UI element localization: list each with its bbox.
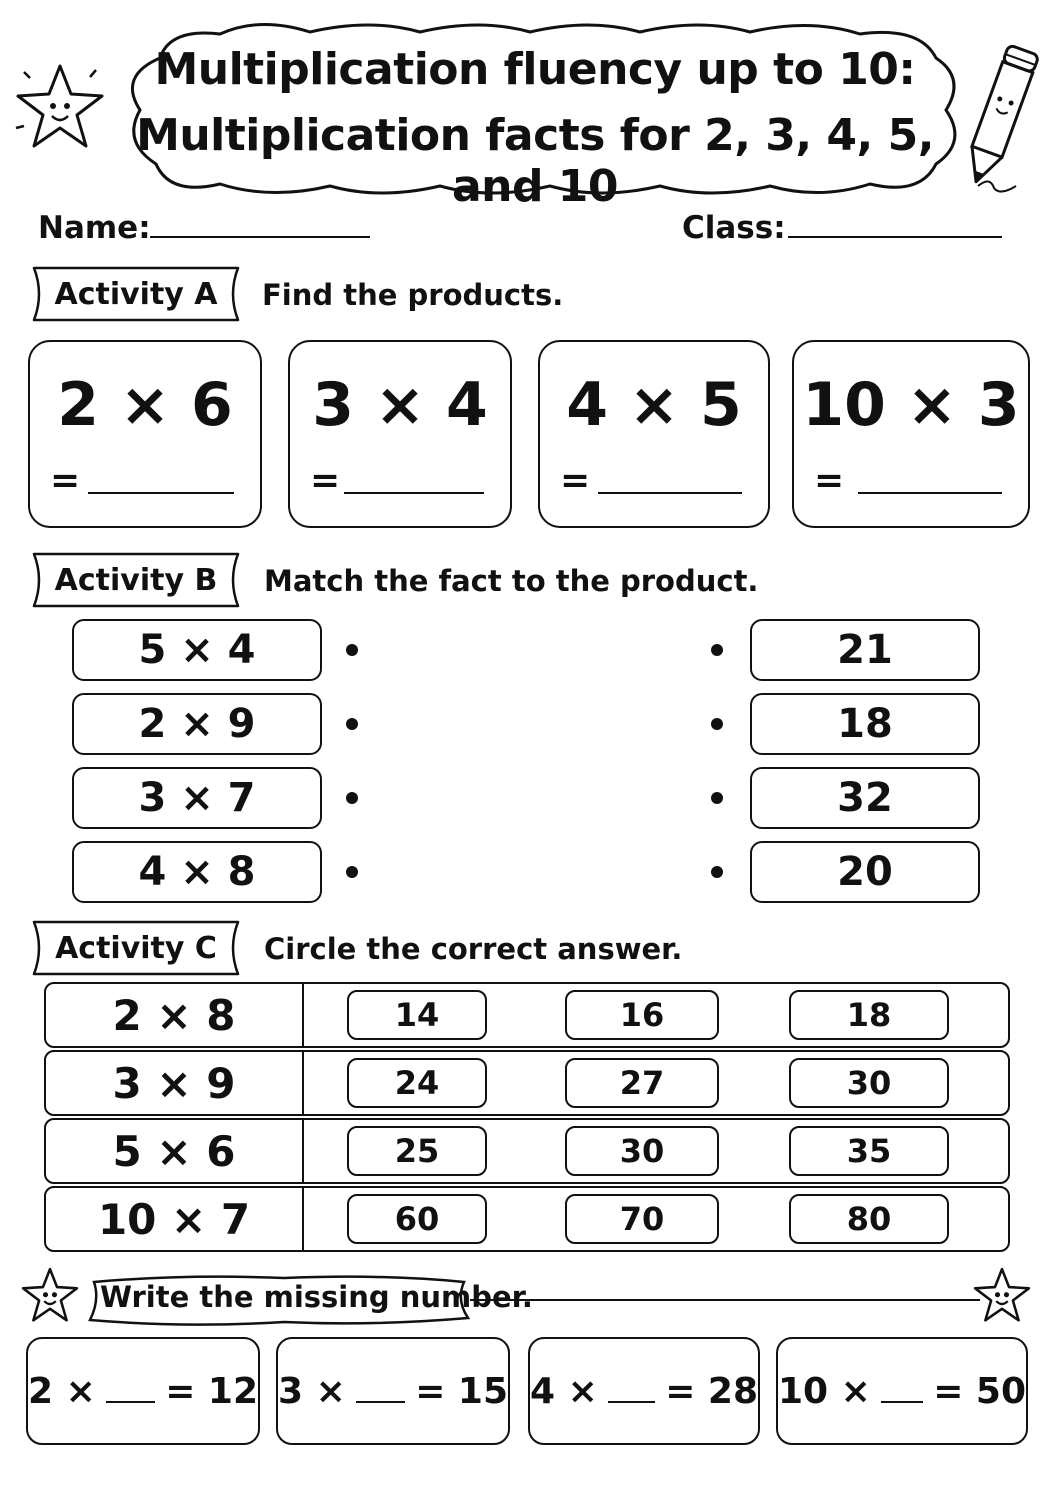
missing-blank[interactable]	[106, 1379, 155, 1403]
missing-number-card	[26, 1337, 260, 1445]
answer-option[interactable]: 30	[789, 1058, 949, 1108]
match-dot-left[interactable]	[346, 792, 358, 804]
match-dot-right[interactable]	[711, 718, 723, 730]
page-title-line-2: Multiplication facts for 2, 3, 4, 5, and 10	[136, 110, 934, 212]
missing-left: 10 ×	[778, 1370, 871, 1412]
match-dot-left[interactable]	[346, 644, 358, 656]
answer-blank[interactable]	[858, 492, 1002, 494]
product-card	[28, 340, 262, 528]
equals-sign: =	[310, 460, 341, 501]
answer-option[interactable]: 27	[565, 1058, 719, 1108]
answer-option[interactable]: 16	[565, 990, 719, 1040]
answer-blank[interactable]	[344, 492, 484, 494]
answer-option[interactable]: 24	[347, 1058, 487, 1108]
activity-b-instruction: Match the fact to the product.	[264, 564, 759, 598]
activity-a-label: Activity A	[54, 276, 218, 312]
missing-number-instruction: Write the missing number.	[100, 1280, 533, 1314]
page-title-line-1: Multiplication fluency up to 10:	[154, 44, 916, 95]
answer-option[interactable]: 60	[347, 1194, 487, 1244]
missing-left: 4 ×	[530, 1370, 598, 1412]
name-field[interactable]	[150, 236, 370, 238]
missing-number-card	[276, 1337, 510, 1445]
choice-fact: 10 × 7	[46, 1188, 304, 1250]
activity-b-label: Activity B	[54, 562, 218, 598]
choice-fact: 2 × 8	[46, 984, 304, 1046]
smiling-star-icon	[18, 1264, 82, 1328]
choice-fact: 3 × 9	[46, 1052, 304, 1114]
answer-option[interactable]: 70	[565, 1194, 719, 1244]
divider	[470, 1299, 980, 1301]
answer-option[interactable]: 18	[789, 990, 949, 1040]
product-problem: 10 × 3	[802, 370, 1020, 440]
table-row	[44, 982, 1010, 1048]
smiling-star-icon	[970, 1264, 1034, 1328]
smiling-star-icon	[10, 58, 110, 158]
match-dot-left[interactable]	[346, 866, 358, 878]
missing-right: = 12	[165, 1370, 258, 1412]
missing-right: = 28	[665, 1370, 758, 1412]
match-fact[interactable]: 3 × 7	[72, 767, 322, 829]
match-product[interactable]: 32	[750, 767, 980, 829]
product-problem: 4 × 5	[566, 370, 742, 440]
product-card	[792, 340, 1030, 528]
match-product[interactable]: 20	[750, 841, 980, 903]
missing-left: 2 ×	[28, 1370, 96, 1412]
equals-sign: =	[50, 460, 81, 501]
activity-c-instruction: Circle the correct answer.	[264, 932, 683, 966]
activity-a-instruction: Find the products.	[262, 278, 564, 312]
match-dot-right[interactable]	[711, 792, 723, 804]
match-dot-right[interactable]	[711, 644, 723, 656]
match-dot-left[interactable]	[346, 718, 358, 730]
missing-number-card	[528, 1337, 760, 1445]
missing-blank[interactable]	[356, 1379, 405, 1403]
equals-sign: =	[560, 460, 591, 501]
missing-right: = 50	[933, 1370, 1026, 1412]
missing-blank[interactable]	[608, 1379, 655, 1403]
activity-b-tag	[26, 550, 246, 610]
equals-sign: =	[814, 460, 845, 501]
answer-option[interactable]: 35	[789, 1126, 949, 1176]
product-problem: 3 × 4	[312, 370, 488, 440]
missing-number-card	[776, 1337, 1028, 1445]
smiling-pencil-icon	[960, 36, 1040, 196]
missing-blank[interactable]	[881, 1379, 923, 1403]
class-label: Class:	[682, 210, 786, 246]
match-fact[interactable]: 4 × 8	[72, 841, 322, 903]
table-row	[44, 1118, 1010, 1184]
answer-blank[interactable]	[88, 492, 234, 494]
answer-option[interactable]: 80	[789, 1194, 949, 1244]
missing-right: = 15	[415, 1370, 508, 1412]
activity-c-label: Activity C	[55, 930, 217, 966]
activity-c-tag	[26, 918, 246, 978]
product-card	[288, 340, 512, 528]
match-product[interactable]: 21	[750, 619, 980, 681]
table-row	[44, 1186, 1010, 1252]
activity-a-tag	[26, 264, 246, 324]
class-field[interactable]	[788, 236, 1002, 238]
answer-option[interactable]: 25	[347, 1126, 487, 1176]
product-problem: 2 × 6	[57, 370, 233, 440]
product-card	[538, 340, 770, 528]
match-product[interactable]: 18	[750, 693, 980, 755]
table-row	[44, 1050, 1010, 1116]
name-label: Name:	[38, 210, 151, 246]
match-fact[interactable]: 5 × 4	[72, 619, 322, 681]
match-dot-right[interactable]	[711, 866, 723, 878]
answer-option[interactable]: 30	[565, 1126, 719, 1176]
answer-blank[interactable]	[598, 492, 742, 494]
choice-fact: 5 × 6	[46, 1120, 304, 1182]
missing-left: 3 ×	[278, 1370, 346, 1412]
answer-option[interactable]: 14	[347, 990, 487, 1040]
match-fact[interactable]: 2 × 9	[72, 693, 322, 755]
